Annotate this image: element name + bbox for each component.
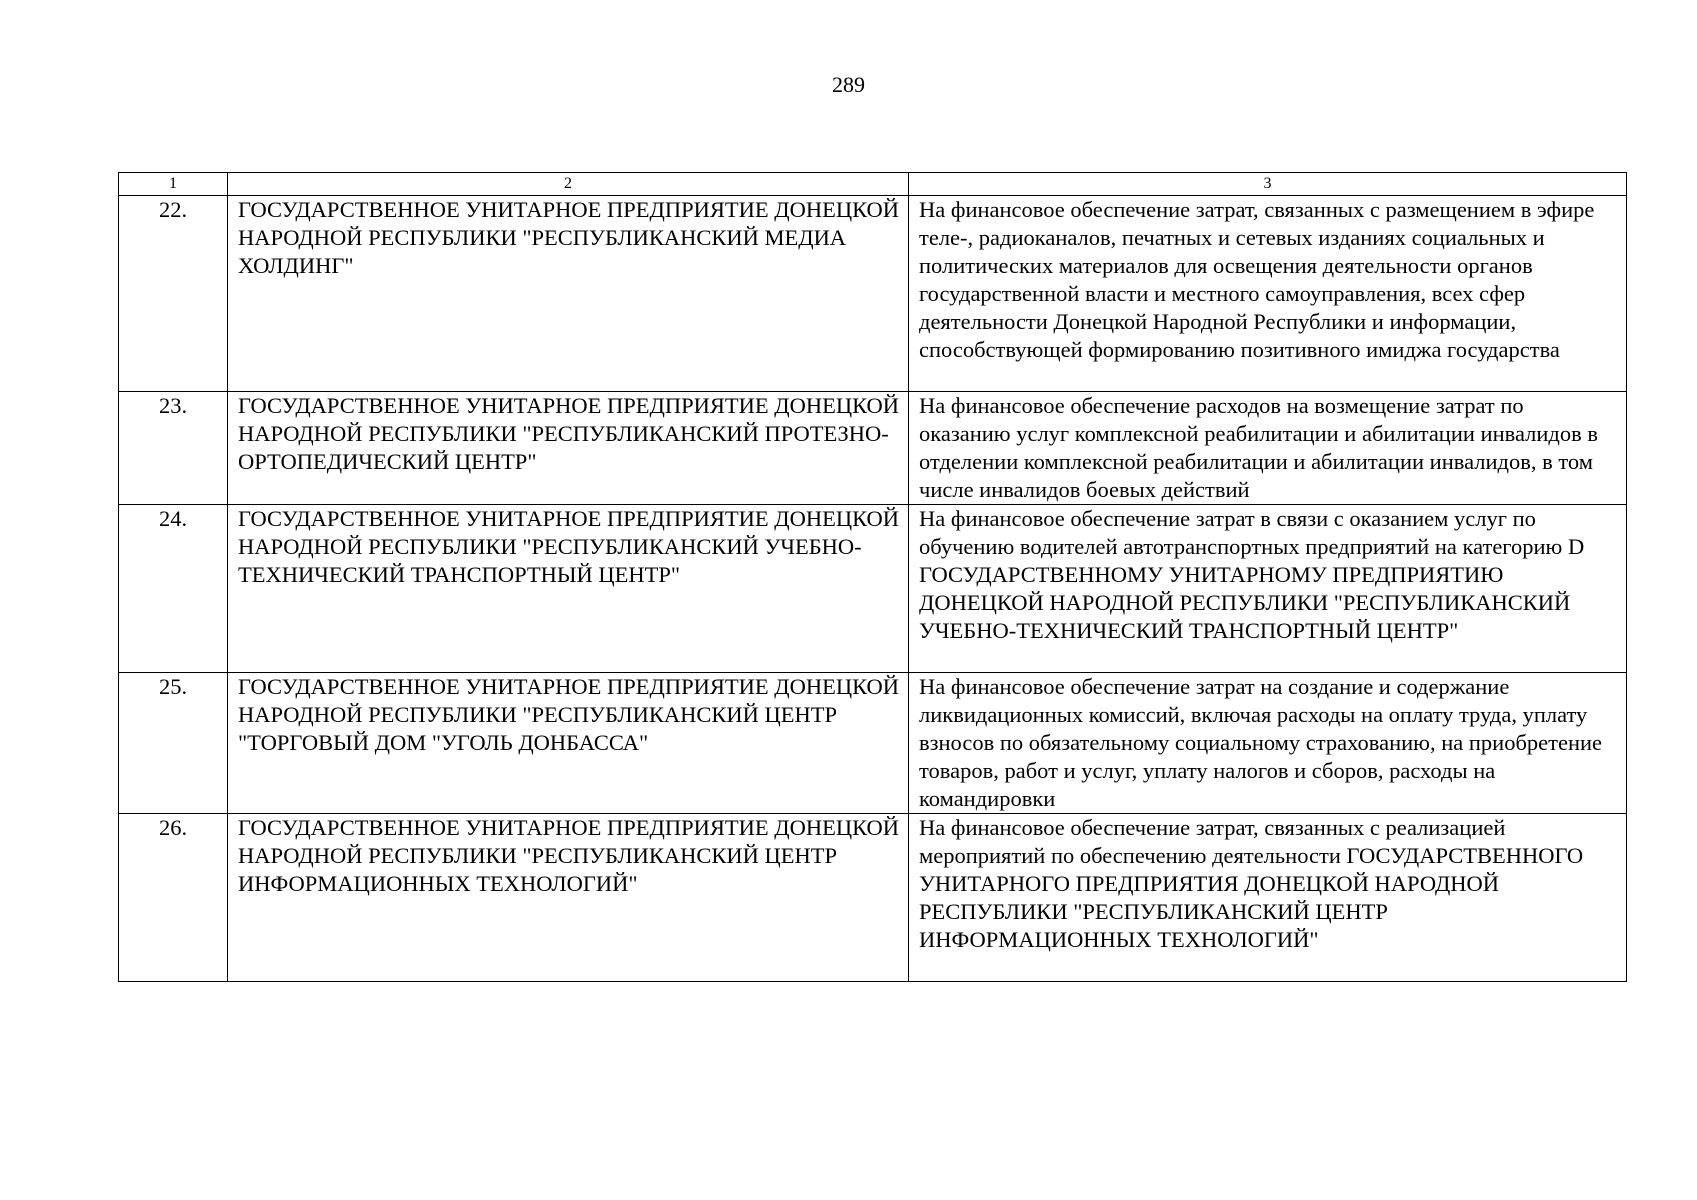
- column-header-1: 1: [119, 173, 228, 196]
- table-row: [119, 392, 1627, 505]
- table-row: [119, 814, 1627, 982]
- subsidy-purpose: На финансовое обеспечение затрат, связанных с размещением в эфире теле-, радиоканалов, печатных и сетевых изданиях социальных и политических материалов для освещения деятельности органов государственной власти и местного самоуправления, всех сфер деятельности Донецкой Народной Республики и информации, способствующей формированию позитивного имиджа государства: [909, 196, 1627, 392]
- row-number: 25.: [119, 673, 228, 814]
- subsidy-purpose: На финансовое обеспечение затрат в связи с оказанием услуг по обучению водителей автотранспортных предприятий на категорию D ГОСУДАРСТВЕННОМУ УНИТАРНОМУ ПРЕДПРИЯТИЮ ДОНЕЦКОЙ НАРОДНОЙ РЕСПУБЛИКИ "РЕСПУБЛИКАНСКИЙ УЧЕБНО-ТЕХНИЧЕСКИЙ ТРАНСПОРТНЫЙ ЦЕНТР": [909, 505, 1627, 673]
- enterprise-name: ГОСУДАРСТВЕННОЕ УНИТАРНОЕ ПРЕДПРИЯТИЕ ДОНЕЦКОЙ НАРОДНОЙ РЕСПУБЛИКИ "РЕСПУБЛИКАНСКИЙ ЦЕНТР "ТОРГОВЫЙ ДОМ "УГОЛЬ ДОНБАССА": [228, 673, 909, 814]
- table-row: [119, 196, 1627, 392]
- table-row: [119, 505, 1627, 673]
- subsidy-purpose: На финансовое обеспечение затрат на создание и содержание ликвидационных комиссий, включая расходы на оплату труда, уплату взносов по обязательному социальному страхованию, на приобретение товаров, работ и услуг, уплату налогов и сборов, расходы на командировки: [909, 673, 1627, 814]
- row-number: 24.: [119, 505, 228, 673]
- table-header-row: [119, 173, 1627, 196]
- subsidy-purpose: На финансовое обеспечение расходов на возмещение затрат по оказанию услуг комплексной реабилитации и абилитации инвалидов в отделении комплексной реабилитации и абилитации инвалидов, в том числе инвалидов боевых действий: [909, 392, 1627, 505]
- enterprise-name: ГОСУДАРСТВЕННОЕ УНИТАРНОЕ ПРЕДПРИЯТИЕ ДОНЕЦКОЙ НАРОДНОЙ РЕСПУБЛИКИ "РЕСПУБЛИКАНСКИЙ МЕДИА ХОЛДИНГ": [228, 196, 909, 392]
- page-number: 289: [832, 72, 865, 97]
- subsidy-purpose: На финансовое обеспечение затрат, связанных с реализацией мероприятий по обеспечению деятельности ГОСУДАРСТВЕННОГО УНИТАРНОГО ПРЕДПРИЯТИЯ ДОНЕЦКОЙ НАРОДНОЙ РЕСПУБЛИКИ "РЕСПУБЛИКАНСКИЙ ЦЕНТР ИНФОРМАЦИОННЫХ ТЕХНОЛОГИЙ": [909, 814, 1627, 982]
- enterprise-name: ГОСУДАРСТВЕННОЕ УНИТАРНОЕ ПРЕДПРИЯТИЕ ДОНЕЦКОЙ НАРОДНОЙ РЕСПУБЛИКИ "РЕСПУБЛИКАНСКИЙ ЦЕНТР ИНФОРМАЦИОННЫХ ТЕХНОЛОГИЙ": [228, 814, 909, 982]
- row-number: 26.: [119, 814, 228, 982]
- row-number: 23.: [119, 392, 228, 505]
- subsidy-table: [118, 172, 1627, 982]
- column-header-3: 3: [909, 173, 1627, 196]
- column-header-2: 2: [228, 173, 909, 196]
- row-number: 22.: [119, 196, 228, 392]
- enterprise-name: ГОСУДАРСТВЕННОЕ УНИТАРНОЕ ПРЕДПРИЯТИЕ ДОНЕЦКОЙ НАРОДНОЙ РЕСПУБЛИКИ "РЕСПУБЛИКАНСКИЙ ПРОТЕЗНО-ОРТОПЕДИЧЕСКИЙ ЦЕНТР": [228, 392, 909, 505]
- table-row: [119, 673, 1627, 814]
- enterprise-name: ГОСУДАРСТВЕННОЕ УНИТАРНОЕ ПРЕДПРИЯТИЕ ДОНЕЦКОЙ НАРОДНОЙ РЕСПУБЛИКИ "РЕСПУБЛИКАНСКИЙ УЧЕБНО-ТЕХНИЧЕСКИЙ ТРАНСПОРТНЫЙ ЦЕНТР": [228, 505, 909, 673]
